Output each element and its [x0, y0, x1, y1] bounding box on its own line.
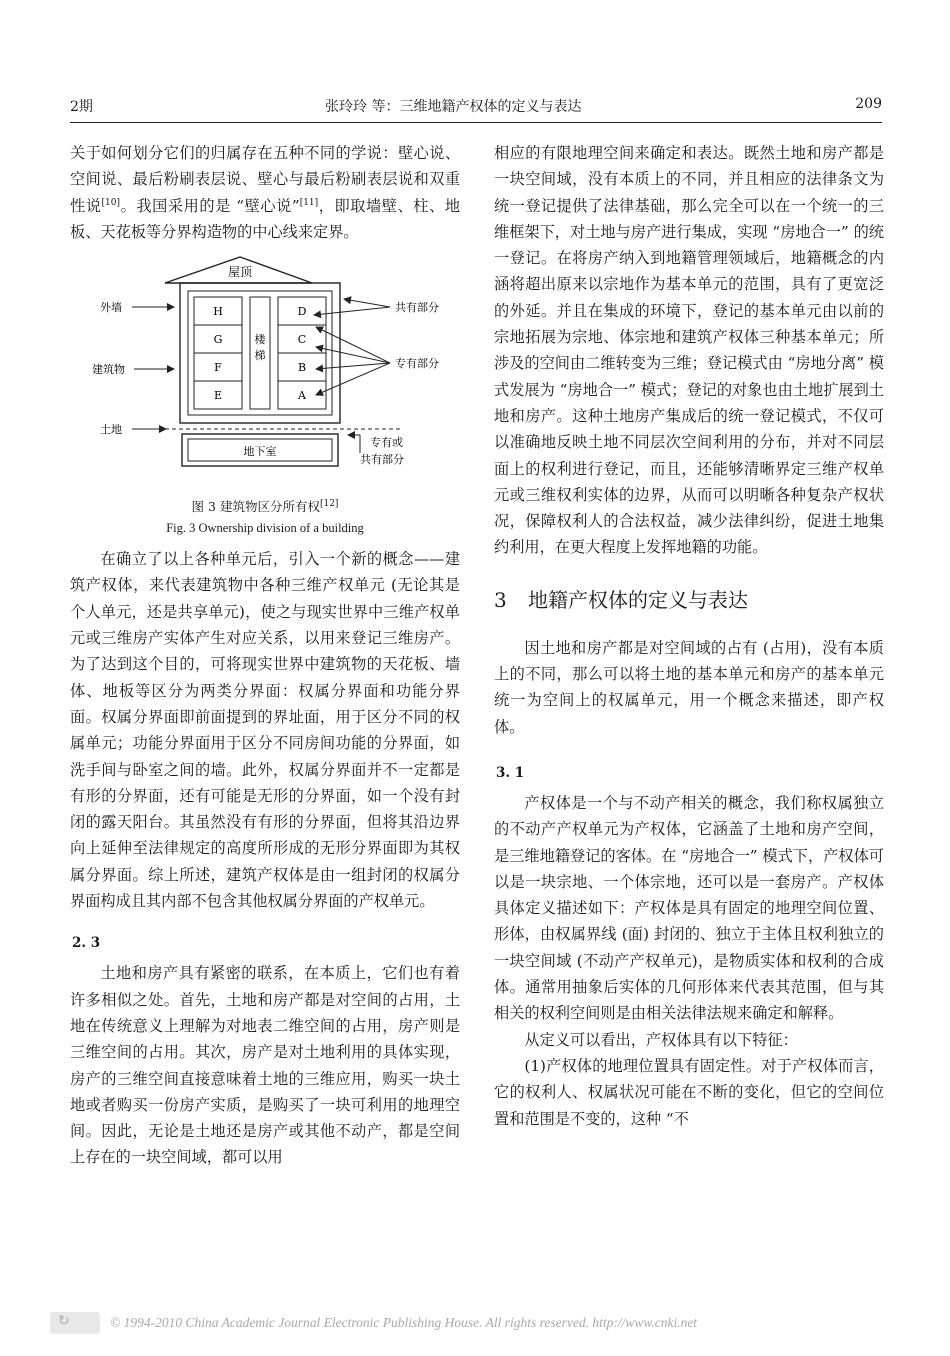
running-title: 张玲玲 等：三维地籍产权体的定义与表达 — [325, 99, 582, 115]
common-part-label: 共有部分 — [395, 301, 439, 315]
stair-label-1: 楼 — [254, 333, 266, 347]
paragraph: 因土地和房产都是对空间域的占有 (占用)，没有本质上的不同，那么可以将土地的基本单元和房产的基本单元统一为空间上的权属单元，用一个概念来描述，即产权体。 — [494, 638, 884, 736]
figure-caption-zh: 图 3 建筑物区分所有权[12] — [191, 499, 339, 515]
header-rule — [70, 122, 882, 123]
right-column — [494, 140, 884, 1132]
cell-f: F — [214, 361, 222, 375]
paragraph: 从定义可以看出，产权体具有以下特征： — [524, 1030, 798, 1049]
figure-building-ownership — [70, 251, 460, 546]
issue-number: 2期 — [70, 99, 93, 115]
cell-e: E — [213, 389, 223, 403]
stair-label-2: 梯 — [254, 349, 266, 363]
left-column — [70, 140, 460, 1171]
paragraph: 关于如何划分它们的归属存在五种不同的学说：壁心说、空间说、最后粉刷表层说、壁心与最后粉刷表层说和双重性说[10]。我国采用的是 “壁心说”[11]，即取墙壁、柱、地板、天花板等分界构造物的中心线来定界。 — [70, 144, 461, 241]
section-heading: 3 地籍产权体的定义与表达 — [494, 587, 748, 612]
roof-label: 屋顶 — [227, 265, 253, 280]
outer-wall-label: 外墙 — [100, 301, 122, 315]
page-footer — [50, 1310, 910, 1340]
building-diagram — [70, 251, 460, 496]
cell-h: H — [213, 305, 223, 319]
private-part-label: 专有部分 — [395, 357, 439, 371]
cell-c: C — [297, 333, 307, 347]
cell-b: B — [297, 361, 307, 375]
private-or-common-label-2: 共有部分 — [360, 453, 404, 467]
copyright-notice: © 1994-2010 China Academic Journal Electronic Publishing House. All rights reserved. http://www.cnki.net — [110, 1315, 698, 1330]
cell-a: A — [298, 389, 306, 403]
subsection-heading: 2. 3 — [72, 935, 101, 952]
cnki-logo — [50, 1312, 100, 1334]
paragraph: 相应的有限地理空间来确定和表达。既然土地和房产都是一块空间域，没有本质上的不同，并且相应的法律条文为统一登记提供了法律基础，那么完全可以在一个统一的三维框架下，对土地与房产进行集成，实现 “房地合一” 的统一登记。在将房产纳入到地籍管理领域后，地籍概念的内涵将超出原来以宗地作为基本单元的范围，具有了更宽泛的外延。并且在集成的环境下，登记的基本单元由以前的宗地拓展为宗地、体宗地和建筑产权体三种基本单元；所涉及的空间由二维转变为三维；登记模式由 “房地分离” 模式发展为 “房地合一” 模式；登记的对象也由土地扩展到土地和房产。这种土地房产集成后的统一登记模式，不仅可以准确地反映土地不同层次空间利用的分布，并对不同层面上的权利进行登记，而且，还能够清晰界定三维产权单元或三维权利实体的边界，从而可以明晰各种复杂产权状况，保障权利人的合法权益，减少法律纠纷，促进土地集约利用，在更大程度上发挥地籍的功能。 — [494, 144, 884, 557]
paragraph: (1)产权体的地理位置具有固定性。对于产权体而言，它的权利人、权属状况可能在不断的变化，但它的空间位置和范围是不变的，这种 “不 — [494, 1056, 884, 1128]
page-number: 209 — [855, 96, 882, 112]
private-or-common-label-1: 专有或 — [370, 436, 403, 450]
land-label: 土地 — [100, 423, 122, 437]
paragraph: 在确立了以上各种单元后，引入一个新的概念——建筑产权体，来代表建筑物中各种三维产权单元 (无论其是个人单元，还是共享单元)，使之与现实世界中三维产权单元或三维房产实体产生对应关系，以用来登记三维房产。为了达到这个目的，可将现实世界中建筑物的天花板、墙体、地板等区分为两类分界面：权属分界面和功能分界面。权属分界面即前面提到的界址面，用于区分不同的权属单元；功能分界面用于区分不同房间功能的分界面，如洗手间与卧室之间的墙。此外，权属分界面并不一定都是有形的分界面，还有可能是无形的分界面，如一个没有封闭的露天阳台。其虽然没有有形的分界面，但将其沿边界向上延伸至法律规定的高度所形成的无形分界面即为其权属分界面。综上所述，建筑产权体是由一组封闭的权属分界面构成且其内部不包含其他权属分界面的产权单元。 — [70, 550, 460, 911]
cell-d: D — [297, 305, 307, 319]
figure-caption-en: Fig. 3 Ownership division of a building — [166, 521, 364, 536]
subsection-heading: 3. 1 — [496, 764, 525, 781]
basement-label: 地下室 — [243, 445, 277, 459]
cell-g: G — [213, 333, 223, 347]
paragraph: 土地和房产具有紧密的联系，在本质上，它们也有着许多相似之处。首先，土地和房产都是对空间的占用，土地在传统意义上理解为对地表二维空间的占用，房产则是三维空间的占用。其次，房产是对土地利用的具体实现，房产的三维空间直接意味着土地的三维应用，购买一块土地或者购买一份房产实质，是购买了一块可利用的地理空间。因此，无论是土地还是房产或其他不动产，都是空间上存在的一块空间域，都可以用 — [70, 964, 460, 1167]
refresh-icon: ↻ — [58, 1313, 70, 1329]
page-header — [70, 96, 882, 118]
building-label: 建筑物 — [92, 363, 125, 377]
paragraph: 产权体是一个与不动产相关的概念，我们称权属独立的不动产产权单元为产权体，它涵盖了土地和房产空间，是三维地籍登记的客体。在 “房地合一” 模式下，产权体可以是一块宗地、一个体宗地，还可以是一套房产。产权体具体定义描述如下：产权体是具有固定的地理空间位置、形体，由权属界线 (面) 封闭的、独立于主体且权利独立的一块空间域 (不动产产权单元)，是物质实体和权利的合成体。通常用抽象后实体的几何形体来代表其范围，但与其相关的权利空间则是由相关法律法规来确定和解释。 — [494, 793, 884, 1023]
